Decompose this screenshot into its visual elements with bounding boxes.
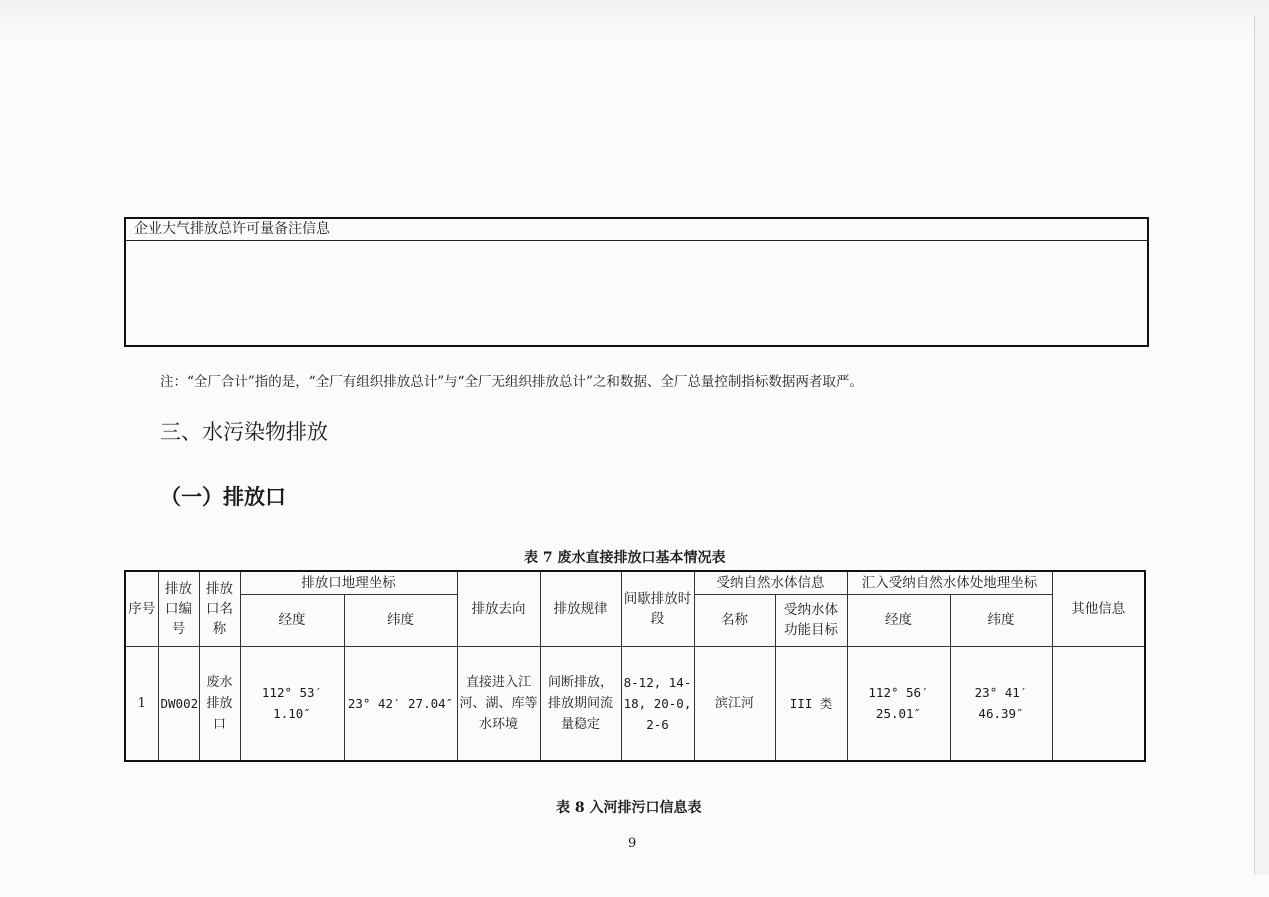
cell-outlet-code: DW002 xyxy=(158,646,199,761)
header-latitude: 纬度 xyxy=(344,594,457,646)
header-receiving-water: 受纳自然水体信息 xyxy=(694,571,847,594)
table-row xyxy=(125,646,1145,761)
cell-direction: 直接进入江河、湖、库等水环境 xyxy=(457,646,540,761)
cell-receiving-name: 滨江河 xyxy=(694,646,775,761)
air-emission-remarks-title: 企业大气排放总许可量备注信息 xyxy=(126,219,1147,241)
header-period: 间歇排放时段 xyxy=(621,571,694,646)
page-top-edge xyxy=(0,0,1269,40)
table8-caption: 表 8 入河排污口信息表 xyxy=(556,800,702,816)
cell-other-info xyxy=(1052,646,1145,761)
header-direction: 排放去向 xyxy=(457,571,540,646)
header-other-info: 其他信息 xyxy=(1052,571,1145,646)
total-note: 注：“全厂合计”指的是，“全厂有组织排放总计”与“全厂无组织排放总计”之和数据、全厂总量控制指标数据两者取严。 xyxy=(160,374,863,390)
header-receiving-name: 名称 xyxy=(694,594,775,646)
cell-period: 8-12, 14-18, 20-0, 2-6 xyxy=(621,646,694,761)
cell-latitude: 23° 42′ 27.04″ xyxy=(344,646,457,761)
cell-inflow-latitude: 23° 41′ 46.39″ xyxy=(950,646,1052,761)
cell-receiving-target: III 类 xyxy=(775,646,847,761)
table7-wastewater-outlet xyxy=(124,570,1146,762)
header-inflow-coords: 汇入受纳自然水体处地理坐标 xyxy=(847,571,1052,594)
header-outlet-code: 排放口编号 xyxy=(158,571,199,646)
header-geo-coords: 排放口地理坐标 xyxy=(240,571,457,594)
page-number: 9 xyxy=(628,836,637,851)
section-title: 三、水污染物排放 xyxy=(160,420,328,444)
cell-outlet-name: 废水排放口 xyxy=(199,646,240,761)
header-pattern: 排放规律 xyxy=(540,571,621,646)
cell-longitude: 112° 53′ 1.10″ xyxy=(240,646,344,761)
header-receiving-target: 受纳水体功能目标 xyxy=(775,594,847,646)
cell-seq: 1 xyxy=(125,646,158,761)
table7-caption: 表 7 废水直接排放口基本情况表 xyxy=(524,550,726,566)
cell-pattern: 间断排放，排放期间流量稳定 xyxy=(540,646,621,761)
subsection-title: （一）排放口 xyxy=(160,485,286,509)
header-inflow-latitude: 纬度 xyxy=(950,594,1052,646)
header-inflow-longitude: 经度 xyxy=(847,594,950,646)
cell-inflow-longitude: 112° 56′ 25.01″ xyxy=(847,646,950,761)
header-seq: 序号 xyxy=(125,571,158,646)
air-emission-remarks-box xyxy=(124,217,1149,347)
header-longitude: 经度 xyxy=(240,594,344,646)
page-right-edge xyxy=(1254,15,1269,875)
header-outlet-name: 排放口名称 xyxy=(199,571,240,646)
